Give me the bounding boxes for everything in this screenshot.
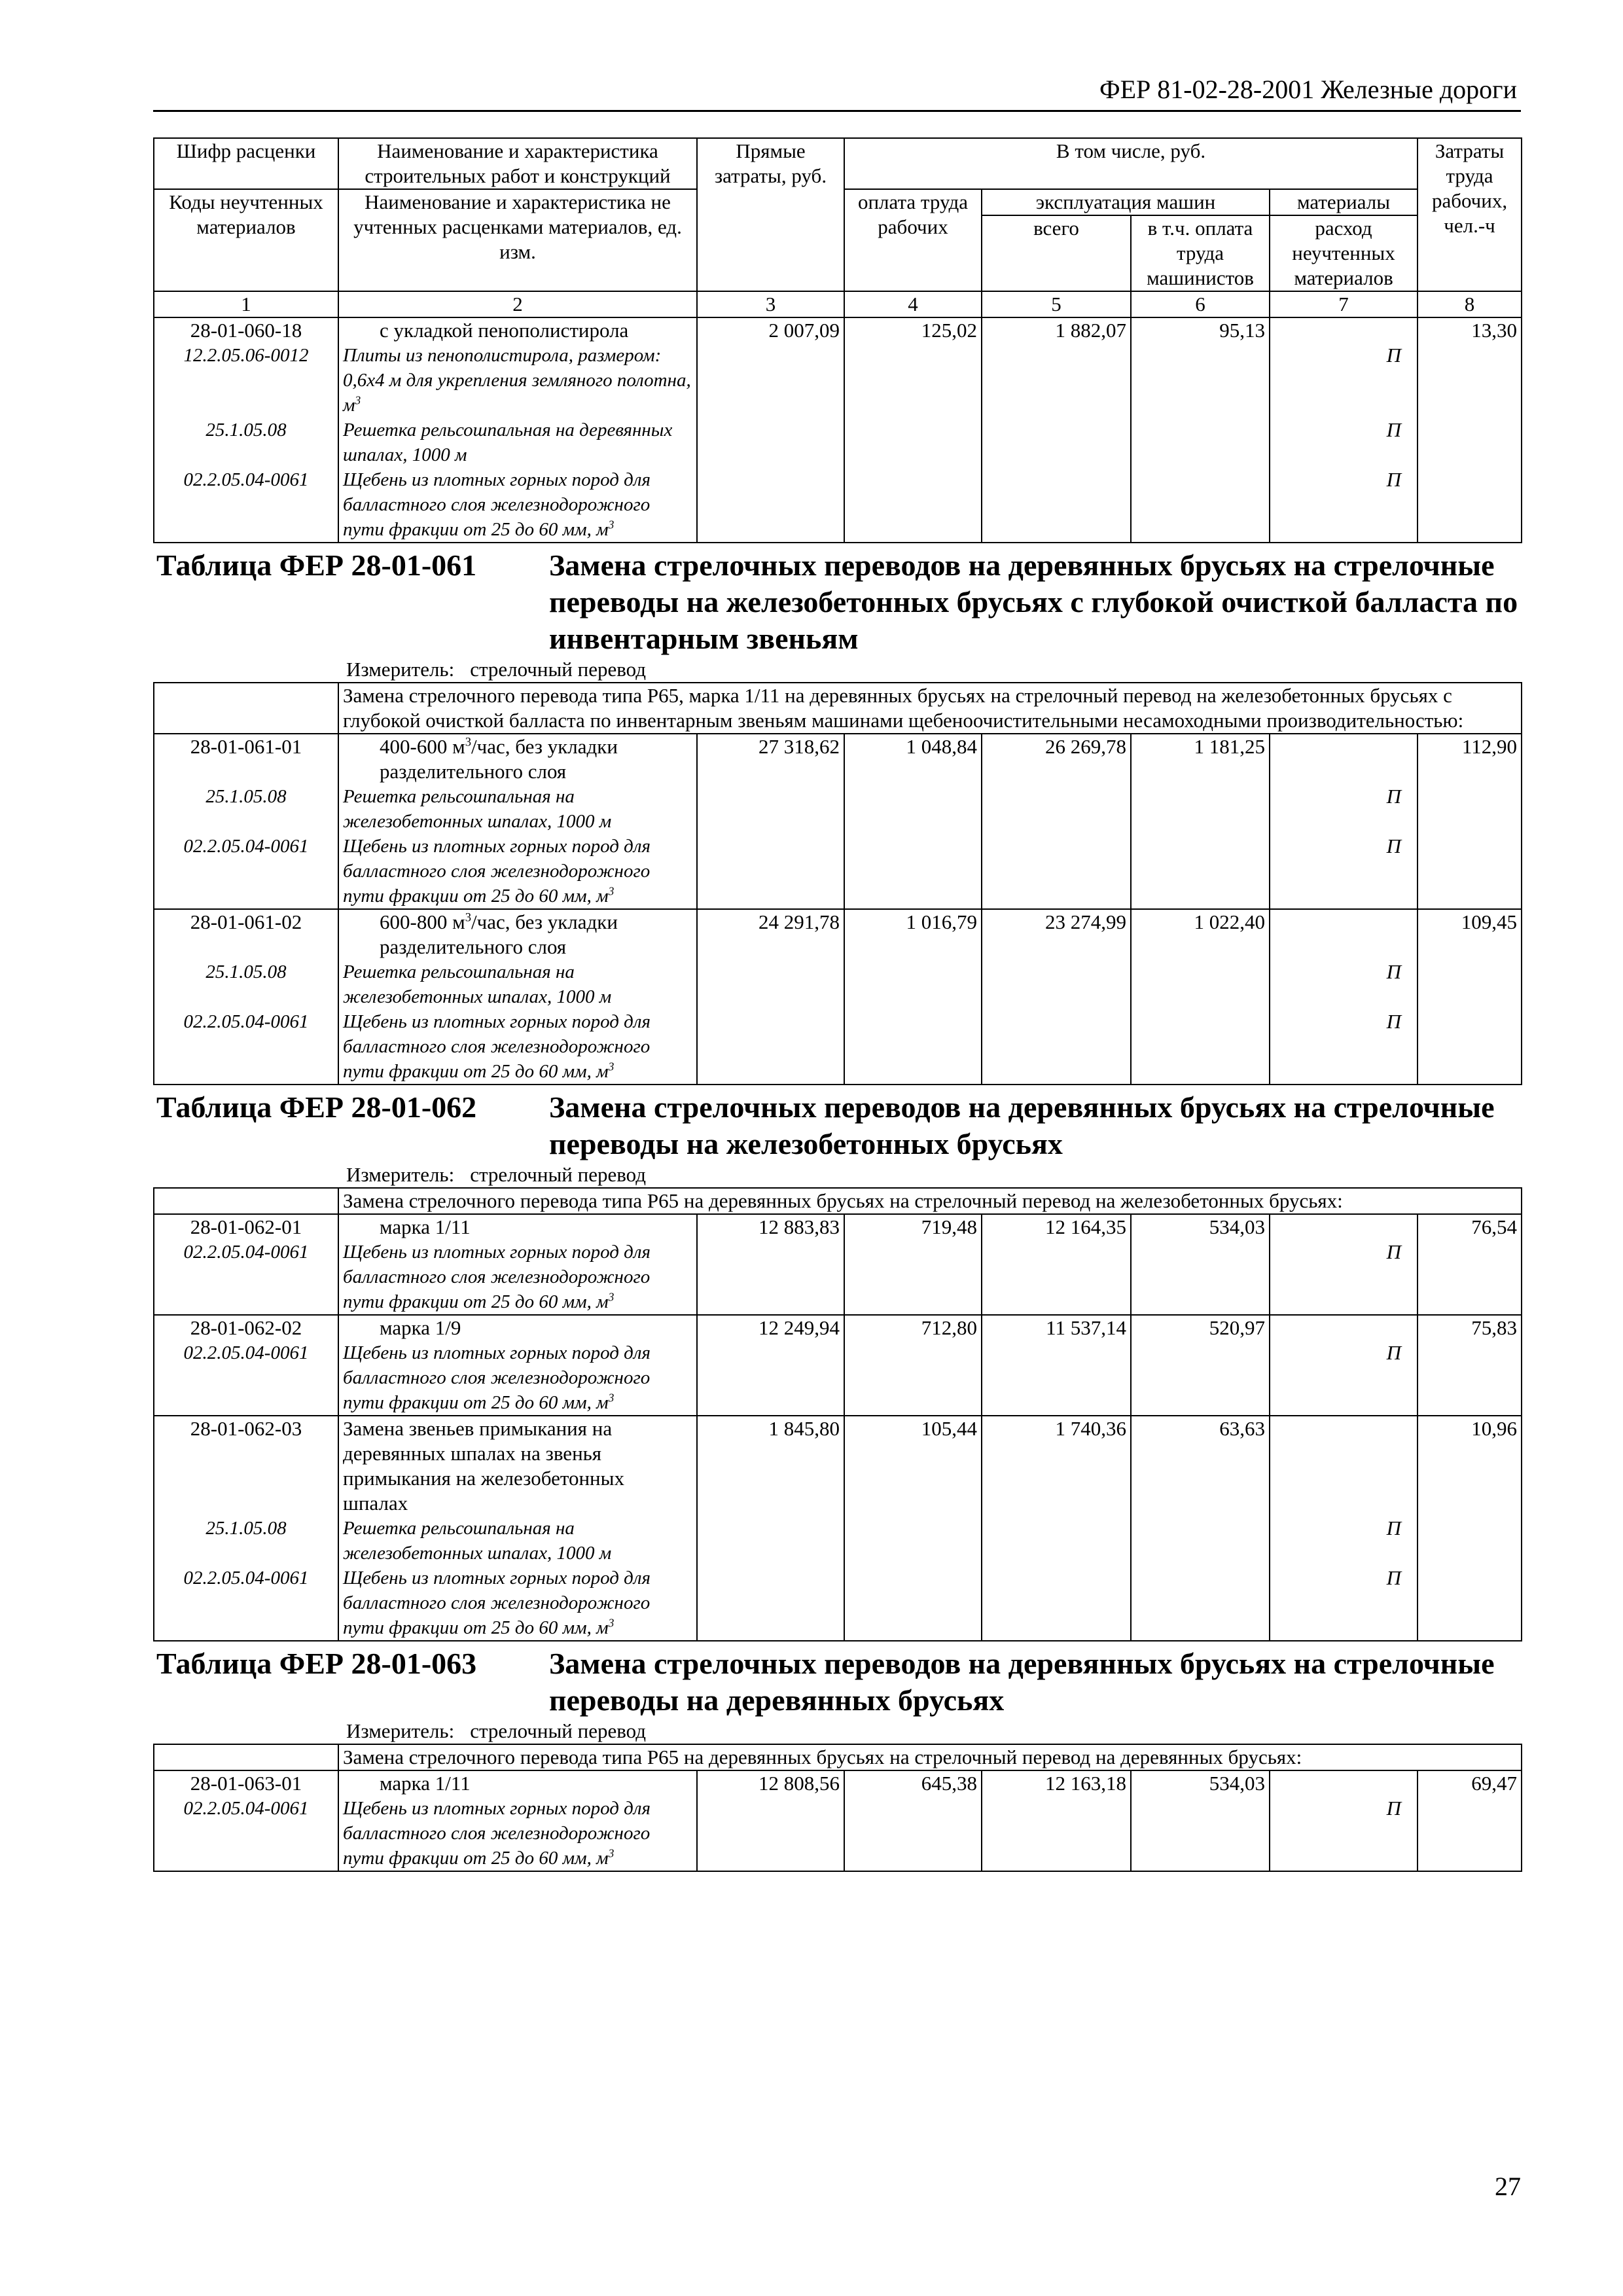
material-name: Плиты из пенополистирола, размером: 0,6х4 м для укрепления земляного полотна, $м^3$ — [343, 345, 691, 416]
material-flag: П — [1386, 1240, 1402, 1263]
rate-code: 28-01-060-18 — [190, 319, 302, 342]
material-name: Щебень из плотных горных пород для балластного слоя железнодорожного пути фракции от 25 до 60 мм, $м^3$ — [343, 1798, 651, 1869]
rate-code: 28-01-062-03 — [190, 1417, 302, 1440]
direct-cost: 2 007,09 — [697, 317, 844, 543]
col-number: 6 — [1131, 291, 1270, 317]
material-code: 12.2.05.06-0012 — [183, 345, 309, 366]
material-code: 02.2.05.04-0061 — [183, 1342, 309, 1363]
labor-cost: 76,54 — [1418, 1214, 1522, 1315]
rate-code-cell — [154, 909, 338, 1085]
labor-pay: 1 048,84 — [844, 734, 982, 909]
materials-cell — [1270, 317, 1418, 543]
table-row — [154, 1416, 1522, 1641]
col-number: 4 — [844, 291, 982, 317]
col-direct-header: Прямые затраты, руб. — [697, 138, 844, 291]
direct-cost: 27 318,62 — [697, 734, 844, 909]
rate-name: Замена звеньев примыкания на деревянных шпалах на звенья примыкания на железобетонных шпалах — [343, 1417, 624, 1515]
material-name: Решетка рельсошпальная на железобетонных шпалах, 1000 м — [343, 961, 612, 1007]
table-row — [154, 734, 1522, 909]
table-description: Замена стрелочного перевода типа Р65 на деревянных брусьях на стрелочный перевод на железобетонных брусьях: — [338, 1188, 1522, 1214]
col-number: 7 — [1270, 291, 1418, 317]
rate-code-cell — [154, 1315, 338, 1416]
table-number: Таблица ФЕР 28-01-062 — [156, 1090, 477, 1124]
meter: Измеритель: стрелочный перевод — [346, 658, 647, 681]
labor-pay: 645,38 — [844, 1770, 982, 1871]
materials-cell — [1270, 1315, 1418, 1416]
material-name: Щебень из плотных горных пород для балластного слоя железнодорожного пути фракции от 25 до 60 мм, $м^3$ — [343, 1342, 651, 1413]
machines-labor: 63,63 — [1131, 1416, 1270, 1641]
table-row — [154, 317, 1522, 543]
table-description: Замена стрелочного перевода типа Р65 на деревянных брусьях на стрелочный перевод на деревянных брусьях: — [338, 1744, 1522, 1770]
col-labor-pay-header: оплата труда рабочих — [844, 189, 982, 291]
column-numbers-row — [154, 291, 1522, 317]
header-row-1 — [154, 138, 1522, 189]
col-code-header: Шифр расценки — [154, 138, 338, 189]
col-materials-header: материалы — [1270, 189, 1418, 215]
rate-name: марка 1/9 — [380, 1316, 461, 1339]
material-flag: П — [1386, 468, 1402, 491]
material-code: 25.1.05.08 — [205, 786, 287, 807]
table-title-row — [154, 543, 1522, 683]
labor-cost: 10,96 — [1418, 1416, 1522, 1641]
table-title-block — [154, 1085, 1522, 1188]
material-name: Решетка рельсошпальная на деревянных шпалах, 1000 м — [343, 420, 673, 465]
table-title-block — [154, 1641, 1522, 1744]
rate-code-cell — [154, 1416, 338, 1641]
labor-pay: 719,48 — [844, 1214, 982, 1315]
table-title: Замена стрелочных переводов на деревянных брусьях на стрелочные переводы на железобетонных брусьях с глубокой очисткой балласта по инвентарным звеньям — [549, 548, 1518, 655]
machines-labor: 534,03 — [1131, 1770, 1270, 1871]
rate-name-cell — [338, 317, 697, 543]
material-name: Щебень из плотных горных пород для балластного слоя железнодорожного пути фракции от 25 до 60 мм, $м^3$ — [343, 836, 651, 906]
table-row — [154, 1315, 1522, 1416]
rate-name: с укладкой пенополистирола — [380, 319, 629, 342]
labor-pay: 1 016,79 — [844, 909, 982, 1085]
table-row — [154, 1214, 1522, 1315]
material-code: 02.2.05.04-0061 — [183, 469, 309, 490]
table-number: Таблица ФЕР 28-01-063 — [156, 1647, 477, 1680]
rate-name-cell — [338, 1770, 697, 1871]
col-material-name-header: Наименование и характеристика не учтенных расценками материалов, ед. изм. — [338, 189, 697, 291]
rate-code: 28-01-062-01 — [190, 1215, 302, 1238]
col-material-code-header: Коды неучтенных материалов — [154, 189, 338, 291]
rate-code: 28-01-061-02 — [190, 910, 302, 933]
materials-cell — [1270, 1416, 1418, 1641]
material-name: Решетка рельсошпальная на железобетонных шпалах, 1000 м — [343, 786, 612, 832]
col-number: 3 — [697, 291, 844, 317]
material-code: 02.2.05.04-0061 — [183, 836, 309, 857]
running-header — [153, 73, 1521, 112]
rate-code-cell — [154, 1214, 338, 1315]
machines-labor: 1 022,40 — [1131, 909, 1270, 1085]
table-title: Замена стрелочных переводов на деревянных брусьях на стрелочные переводы на железобетонных брусьях — [549, 1090, 1495, 1160]
material-name: Щебень из плотных горных пород для балластного слоя железнодорожного пути фракции от 25 до 60 мм, $м^3$ — [343, 469, 651, 540]
materials-cell — [1270, 1770, 1418, 1871]
document-body — [153, 137, 1521, 1872]
direct-cost: 12 249,94 — [697, 1315, 844, 1416]
direct-cost: 24 291,78 — [697, 909, 844, 1085]
table-description-row — [154, 1744, 1522, 1770]
labor-pay: 712,80 — [844, 1315, 982, 1416]
document-title: ФЕР 81-02-28-2001 Железные дороги — [1099, 75, 1517, 104]
direct-cost: 12 808,56 — [697, 1770, 844, 1871]
material-code: 25.1.05.08 — [205, 1518, 287, 1539]
material-name: Щебень из плотных горных пород для балластного слоя железнодорожного пути фракции от 25 до 60 мм, $м^3$ — [343, 1568, 651, 1638]
col-machines-header: эксплуатация машин — [982, 189, 1270, 215]
meter: Измеритель: стрелочный перевод — [346, 1163, 647, 1186]
col-number: 8 — [1418, 291, 1522, 317]
labor-cost: 13,30 — [1418, 317, 1522, 543]
col-materials-unaccounted-header: расход неучтенных материалов — [1270, 215, 1418, 291]
rate-code: 28-01-062-02 — [190, 1316, 302, 1339]
material-name: Решетка рельсошпальная на железобетонных шпалах, 1000 м — [343, 1518, 612, 1564]
direct-cost: 1 845,80 — [697, 1416, 844, 1641]
machines-total: 11 537,14 — [982, 1315, 1131, 1416]
table-title-row — [154, 1641, 1522, 1744]
labor-pay: 125,02 — [844, 317, 982, 543]
material-code: 02.2.05.04-0061 — [183, 1798, 309, 1819]
material-flag: П — [1386, 834, 1402, 857]
material-flag: П — [1386, 1516, 1402, 1539]
labor-cost: 112,90 — [1418, 734, 1522, 909]
table-title: Замена стрелочных переводов на деревянных брусьях на стрелочные переводы на деревянных брусьях — [549, 1647, 1495, 1717]
material-flag: П — [1386, 1010, 1402, 1033]
material-flag: П — [1386, 344, 1402, 367]
material-flag: П — [1386, 785, 1402, 808]
rate-code-cell — [154, 1770, 338, 1871]
materials-cell — [1270, 909, 1418, 1085]
rate-code: 28-01-063-01 — [190, 1772, 302, 1795]
direct-cost: 12 883,83 — [697, 1214, 844, 1315]
materials-cell — [1270, 734, 1418, 909]
labor-cost: 69,47 — [1418, 1770, 1522, 1871]
machines-total: 26 269,78 — [982, 734, 1131, 909]
rate-code: 28-01-061-01 — [190, 735, 302, 758]
machines-labor: 1 181,25 — [1131, 734, 1270, 909]
material-flag: П — [1386, 1797, 1402, 1820]
col-name-header: Наименование и характеристика строительных работ и конструкций — [338, 138, 697, 189]
table-number: Таблица ФЕР 28-01-061 — [156, 548, 477, 582]
labor-cost: 109,45 — [1418, 909, 1522, 1085]
labor-pay: 105,44 — [844, 1416, 982, 1641]
rate-name-cell — [338, 1315, 697, 1416]
machines-total: 12 164,35 — [982, 1214, 1131, 1315]
material-flag: П — [1386, 1566, 1402, 1589]
machines-labor: 534,03 — [1131, 1214, 1270, 1315]
table-row — [154, 1770, 1522, 1871]
rate-name-cell — [338, 1416, 697, 1641]
material-code: 25.1.05.08 — [205, 961, 287, 982]
table-title-row — [154, 1085, 1522, 1188]
rate-name-cell — [338, 909, 697, 1085]
material-code: 25.1.05.08 — [205, 420, 287, 440]
col-machines-total-header: всего — [982, 215, 1131, 291]
machines-total: 1 740,36 — [982, 1416, 1131, 1641]
col-including-header: В том числе, руб. — [844, 138, 1418, 189]
price-table — [153, 137, 1522, 1872]
col-labor-cost-header: Затраты труда рабочих, чел.-ч — [1418, 138, 1522, 291]
table-description: Замена стрелочного перевода типа Р65, марка 1/11 на деревянных брусьях на стрелочный перевод на железобетонных брусьях с глубокой очисткой балласта по инвентарным звеньям машинами щебеноочистительными несамоходными производительностью: — [338, 683, 1522, 734]
rate-name-cell — [338, 734, 697, 909]
meter: Измеритель: стрелочный перевод — [346, 1719, 647, 1742]
rate-name: марка 1/11 — [380, 1215, 471, 1238]
rate-name: марка 1/11 — [380, 1772, 471, 1795]
col-number: 5 — [982, 291, 1131, 317]
rate-code-cell — [154, 317, 338, 543]
rate-name: 600-800 $м^3$/час, без укладки разделительного слоя — [380, 910, 618, 958]
material-name: Щебень из плотных горных пород для балластного слоя железнодорожного пути фракции от 25 до 60 мм, $м^3$ — [343, 1242, 651, 1312]
material-flag: П — [1386, 418, 1402, 441]
col-number: 2 — [338, 291, 697, 317]
rate-name-cell — [338, 1214, 697, 1315]
machines-total: 23 274,99 — [982, 909, 1131, 1085]
machines-labor: 95,13 — [1131, 317, 1270, 543]
material-code: 02.2.05.04-0061 — [183, 1568, 309, 1588]
material-name: Щебень из плотных горных пород для балластного слоя железнодорожного пути фракции от 25 до 60 мм, $м^3$ — [343, 1011, 651, 1082]
material-flag: П — [1386, 1341, 1402, 1364]
col-number: 1 — [154, 291, 338, 317]
machines-total: 1 882,07 — [982, 317, 1131, 543]
material-code: 02.2.05.04-0061 — [183, 1242, 309, 1263]
rate-code-cell — [154, 734, 338, 909]
labor-cost: 75,83 — [1418, 1315, 1522, 1416]
table-row — [154, 909, 1522, 1085]
table-title-block — [154, 543, 1522, 683]
table-description-row — [154, 1188, 1522, 1214]
col-machines-labor-header: в т.ч. оплата труда машинистов — [1131, 215, 1270, 291]
rate-name: 400-600 $м^3$/час, без укладки разделительного слоя — [380, 735, 618, 783]
machines-labor: 520,97 — [1131, 1315, 1270, 1416]
page-number: 27 — [1495, 2172, 1521, 2201]
table-description-row — [154, 683, 1522, 734]
machines-total: 12 163,18 — [982, 1770, 1131, 1871]
material-code: 02.2.05.04-0061 — [183, 1011, 309, 1032]
material-flag: П — [1386, 960, 1402, 983]
materials-cell — [1270, 1214, 1418, 1315]
